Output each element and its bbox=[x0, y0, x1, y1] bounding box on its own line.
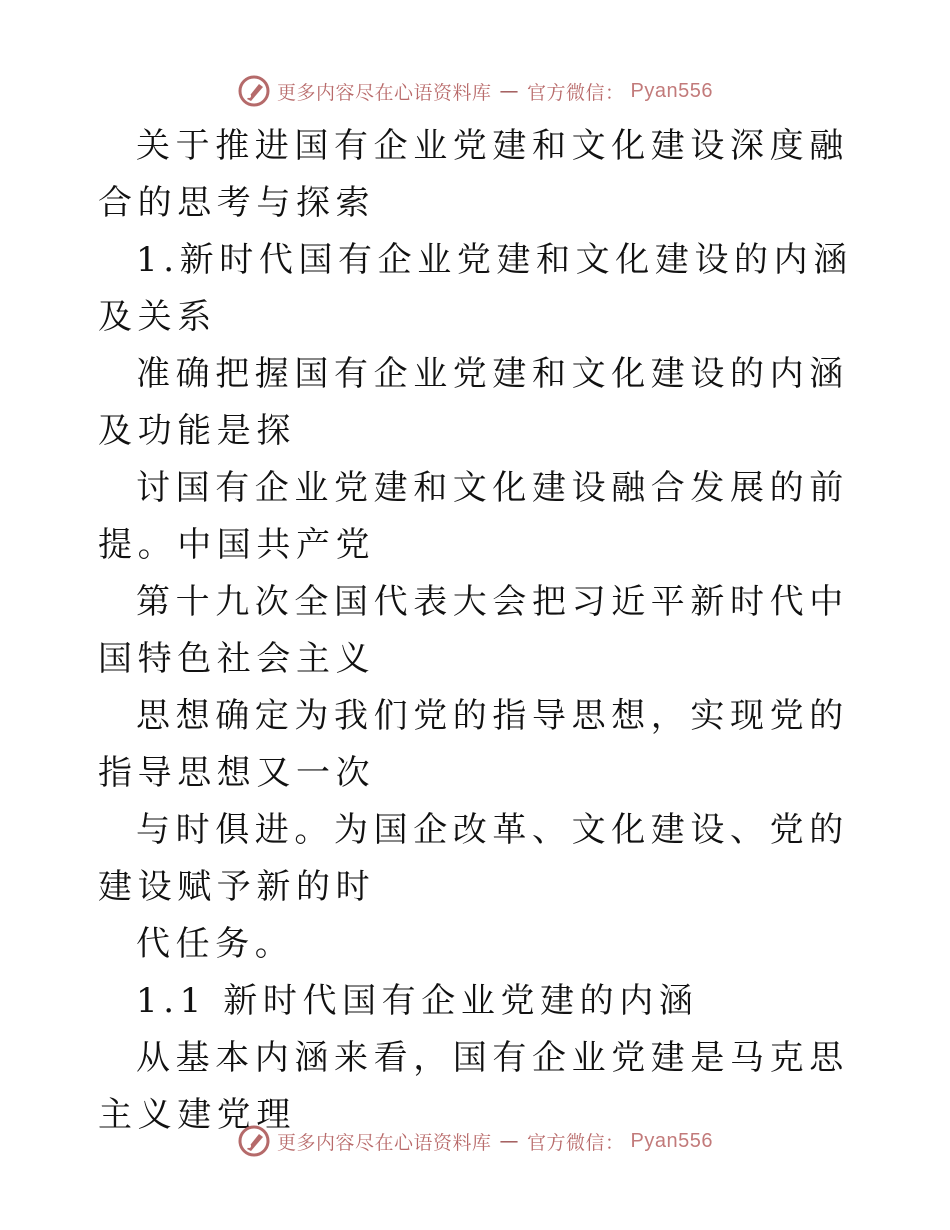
watermark-account: Pyan556 bbox=[630, 79, 713, 102]
watermark-separator: — bbox=[499, 1130, 520, 1152]
paragraph-line: 从基本内涵来看，国有企业党建是马克思主义建党理 bbox=[98, 1038, 849, 1135]
watermark-account: Pyan556 bbox=[630, 1129, 713, 1152]
watermark-separator: — bbox=[499, 80, 520, 102]
pen-circle-logo-icon bbox=[237, 74, 271, 108]
paragraph-line: 代任务。 bbox=[136, 924, 295, 964]
watermark-suffix: 官方微信： bbox=[527, 1131, 625, 1154]
watermark-suffix: 官方微信： bbox=[527, 81, 625, 104]
paragraph-line: 第十九次全国代表大会把习近平新时代中国特色社会主义 bbox=[98, 582, 849, 679]
footer-watermark bbox=[0, 1124, 950, 1158]
section-heading-1: 1.新时代国有企业党建和文化建设的内涵及关系 bbox=[98, 240, 853, 337]
paragraph-line: 讨国有企业党建和文化建设融合发展的前提。中国共产党 bbox=[98, 468, 849, 565]
paragraph-line: 准确把握国有企业党建和文化建设的内涵及功能是探 bbox=[98, 354, 849, 451]
pen-circle-logo-icon bbox=[237, 1124, 271, 1158]
document-title: 关于推进国有企业党建和文化建设深度融合的思考与探索 bbox=[98, 126, 849, 223]
watermark-text: 更多内容尽在心语资料库 bbox=[277, 81, 492, 104]
section-heading-1-1: 1.1 新时代国有企业党建的内涵 bbox=[136, 981, 699, 1021]
document-body bbox=[98, 118, 858, 1144]
paragraph-line: 思想确定为我们党的指导思想，实现党的指导思想又一次 bbox=[98, 696, 849, 793]
header-watermark bbox=[0, 74, 950, 108]
paragraph-line: 与时俱进。为国企改革、文化建设、党的建设赋予新的时 bbox=[98, 810, 849, 907]
watermark-text: 更多内容尽在心语资料库 bbox=[277, 1131, 492, 1154]
